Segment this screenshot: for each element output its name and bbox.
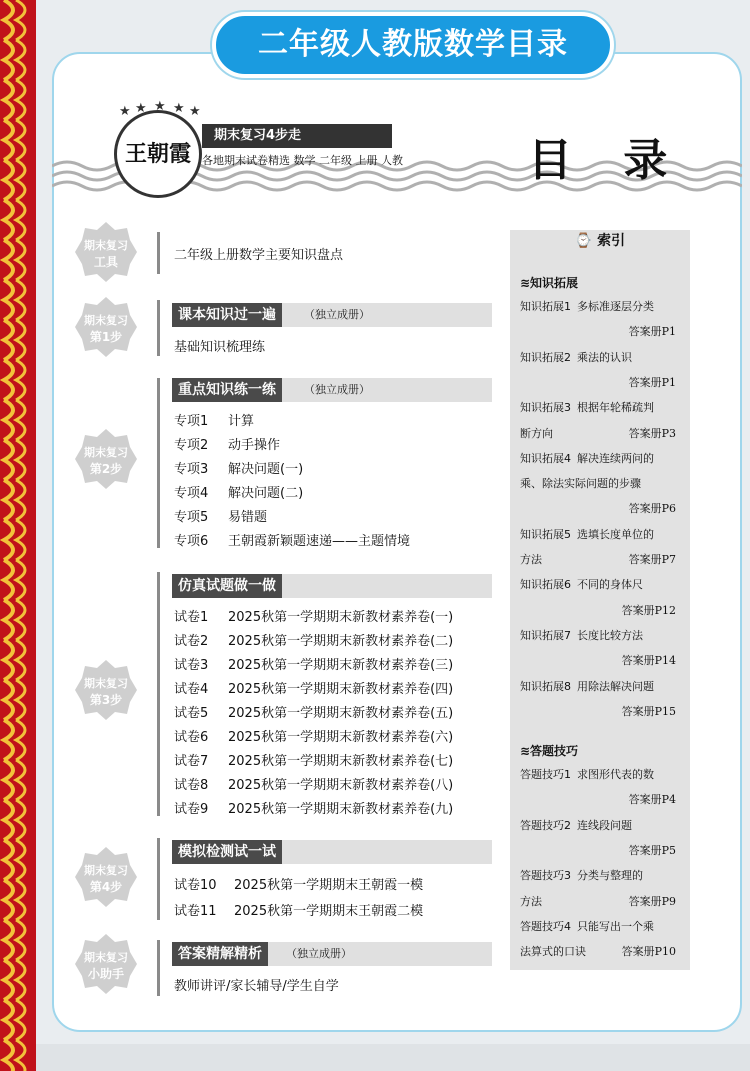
index-topic: 不同的身体尺 xyxy=(577,578,643,592)
index-topic: 断方向 xyxy=(520,426,553,440)
page-title-banner: 二年级人教版数学目录 xyxy=(212,12,614,78)
section-header-step1 xyxy=(172,303,492,327)
index-key: 知识拓展7 xyxy=(520,628,571,642)
step-badge-helper: 期末复习 小助手 xyxy=(75,933,137,995)
index-panel xyxy=(510,230,690,970)
index-row xyxy=(520,813,684,838)
index-key: 知识拓展2 xyxy=(520,350,571,364)
list-item: 专项4 解决问题(二) xyxy=(174,486,304,501)
svg-text:★: ★ xyxy=(189,104,201,119)
svg-text:★: ★ xyxy=(154,100,166,114)
index-topic: 多标准逐层分类 xyxy=(577,300,654,313)
answer-page-ref: 答案册P1 xyxy=(628,325,676,339)
ribbon-pattern xyxy=(0,0,36,1071)
answer-page-ref: 答案册P15 xyxy=(621,704,676,718)
index-topic: 方法 xyxy=(520,553,542,566)
answer-page-ref: 答案册P14 xyxy=(621,654,676,668)
section-note: （独立成册） xyxy=(286,947,352,960)
divider xyxy=(157,378,160,548)
answer-page-ref: 答案册P5 xyxy=(628,843,676,857)
index-key: 知识拓展1 xyxy=(520,300,571,313)
list-item: 试卷2 2025秋第一学期期末新教材素养卷(二) xyxy=(174,634,454,649)
index-row xyxy=(520,863,684,888)
divider xyxy=(157,300,160,356)
list-item: 试卷7 2025秋第一学期期末新教材素养卷(七) xyxy=(174,754,454,769)
index-row xyxy=(520,446,684,471)
answer-page-ref: 答案册P3 xyxy=(628,426,676,440)
index-key: 知识拓展6 xyxy=(520,578,571,592)
divider xyxy=(157,572,160,816)
index-key: 知识拓展3 xyxy=(520,401,571,415)
index-row xyxy=(520,914,684,939)
index-title: ⌚ 索引 xyxy=(574,233,626,249)
index-row xyxy=(520,572,684,597)
contents-title: 目 录 xyxy=(528,135,686,186)
answer-page-ref: 答案册P7 xyxy=(628,553,676,566)
section-title: 课本知识过一遍 xyxy=(172,303,282,327)
review-tag: 期末复习4步走 xyxy=(202,124,392,148)
series-line: 各地期末试卷精选 数学 二年级 上册 人教 xyxy=(202,154,403,167)
list-item: 试卷6 2025秋第一学期期末新教材素养卷(六) xyxy=(174,730,454,745)
list-item: 试卷10 2025秋第一学期期末王朝霞一模 xyxy=(174,878,424,893)
index-topic: 法算式的口诀 xyxy=(520,945,586,959)
answer-page-ref: 答案册P9 xyxy=(628,894,676,908)
index-topic: 乘、除法实际问题的步骤 xyxy=(520,477,641,491)
index-row xyxy=(520,547,684,572)
index-key: 答题技巧4 xyxy=(520,919,571,933)
section-header-step2 xyxy=(172,378,492,402)
index-key: 知识拓展8 xyxy=(520,679,571,693)
list-item: 试卷11 2025秋第一学期期末王朝霞二模 xyxy=(174,904,424,919)
index-row xyxy=(520,939,684,964)
list-item: 试卷1 2025秋第一学期期末新教材素养卷(一) xyxy=(174,610,454,625)
index-topic: 根据年轮稀疏判 xyxy=(577,401,654,415)
svg-text:★: ★ xyxy=(119,104,131,119)
list-item: 专项6 王朝霞新颖题速递——主题情境 xyxy=(174,534,411,549)
answer-page-ref: 答案册P10 xyxy=(621,945,676,959)
answer-page-ref: 答案册P1 xyxy=(628,375,676,389)
index-topic: 选填长度单位的 xyxy=(577,527,654,541)
list-item: 专项2 动手操作 xyxy=(174,438,281,453)
tool-text: 二年级上册数学主要知识盘点 xyxy=(174,248,344,263)
list-item: 试卷9 2025秋第一学期期末新教材素养卷(九) xyxy=(174,802,454,817)
section-note: （独立成册） xyxy=(304,383,370,396)
answer-page-ref: 答案册P12 xyxy=(621,603,676,617)
section-header-step4 xyxy=(172,840,492,864)
step-badge-1: 期末复习 第1步 xyxy=(75,296,137,358)
brand-logo xyxy=(114,110,202,198)
index-row xyxy=(520,471,684,496)
section-title: 仿真试题做一做 xyxy=(172,574,282,598)
answer-page-ref: 答案册P6 xyxy=(628,502,676,516)
list-item: 试卷4 2025秋第一学期期末新教材素养卷(四) xyxy=(174,682,454,697)
section-header-helper xyxy=(172,942,492,966)
list-item: 专项3 解决问题(一) xyxy=(174,462,304,477)
list-item: 专项1 计算 xyxy=(174,414,255,429)
helper-text: 教师讲评/家长辅导/学生自学 xyxy=(174,979,339,994)
header-area xyxy=(52,96,742,200)
decorative-ribbon xyxy=(0,0,36,1071)
section-header-step3 xyxy=(172,574,492,598)
list-item: 试卷5 2025秋第一学期期末新教材素养卷(五) xyxy=(174,706,454,721)
index-topic: 连线段问题 xyxy=(577,818,632,832)
divider xyxy=(157,232,160,274)
index-topic: 解决连续两问的 xyxy=(577,451,654,465)
index-row xyxy=(520,395,684,420)
index-row xyxy=(520,421,684,446)
index-topic: 用除法解决问题 xyxy=(577,679,654,693)
list-item: 专项5 易错题 xyxy=(174,510,268,525)
index-row xyxy=(520,674,684,699)
index-key: 答题技巧1 xyxy=(520,768,571,781)
svg-text:★: ★ xyxy=(135,101,147,116)
step-badge-3: 期末复习 第3步 xyxy=(75,659,137,721)
list-item: 试卷8 2025秋第一学期期末新教材素养卷(八) xyxy=(174,778,454,793)
index-key: 答题技巧3 xyxy=(520,869,571,883)
section-title: 模拟检测试一试 xyxy=(172,840,282,864)
section-note: （独立成册） xyxy=(304,308,370,321)
list-item: 试卷3 2025秋第一学期期末新教材素养卷(三) xyxy=(174,658,454,673)
index-row xyxy=(520,623,684,648)
index-row xyxy=(520,294,684,319)
index-row xyxy=(520,889,684,914)
index-icon: ⌚ xyxy=(574,233,593,249)
step-badge-2: 期末复习 第2步 xyxy=(75,428,137,490)
index-key: 答题技巧2 xyxy=(520,818,571,832)
index-key: 知识拓展5 xyxy=(520,527,571,541)
logo-stars-icon xyxy=(117,100,207,120)
index-group-title: ≋答题技巧 xyxy=(520,744,579,758)
divider xyxy=(157,940,160,996)
step-badge-tool: 期末复习 工具 xyxy=(75,221,137,283)
index-key: 知识拓展4 xyxy=(520,451,571,465)
index-row xyxy=(520,522,684,547)
section-title: 答案精解精析 xyxy=(172,942,268,966)
index-topic: 只能写出一个乘 xyxy=(577,919,654,933)
step1-text: 基础知识梳理练 xyxy=(174,340,266,355)
divider xyxy=(157,838,160,920)
svg-text:★: ★ xyxy=(173,101,185,116)
logo-text: 王朝霞 xyxy=(124,141,191,167)
answer-page-ref: 答案册P4 xyxy=(628,793,676,807)
index-topic: 方法 xyxy=(520,894,542,908)
index-row xyxy=(520,762,684,787)
index-topic: 乘法的认识 xyxy=(577,350,632,364)
index-row xyxy=(520,345,684,370)
step-badge-4: 期末复习 第4步 xyxy=(75,846,137,908)
index-topic: 求图形代表的数 xyxy=(577,768,654,781)
index-group-title: ≋知识拓展 xyxy=(520,276,579,290)
section-title: 重点知识练一练 xyxy=(172,378,282,402)
bottom-strip xyxy=(36,1044,750,1071)
index-topic: 长度比较方法 xyxy=(577,628,643,642)
index-topic: 分类与整理的 xyxy=(577,869,643,883)
